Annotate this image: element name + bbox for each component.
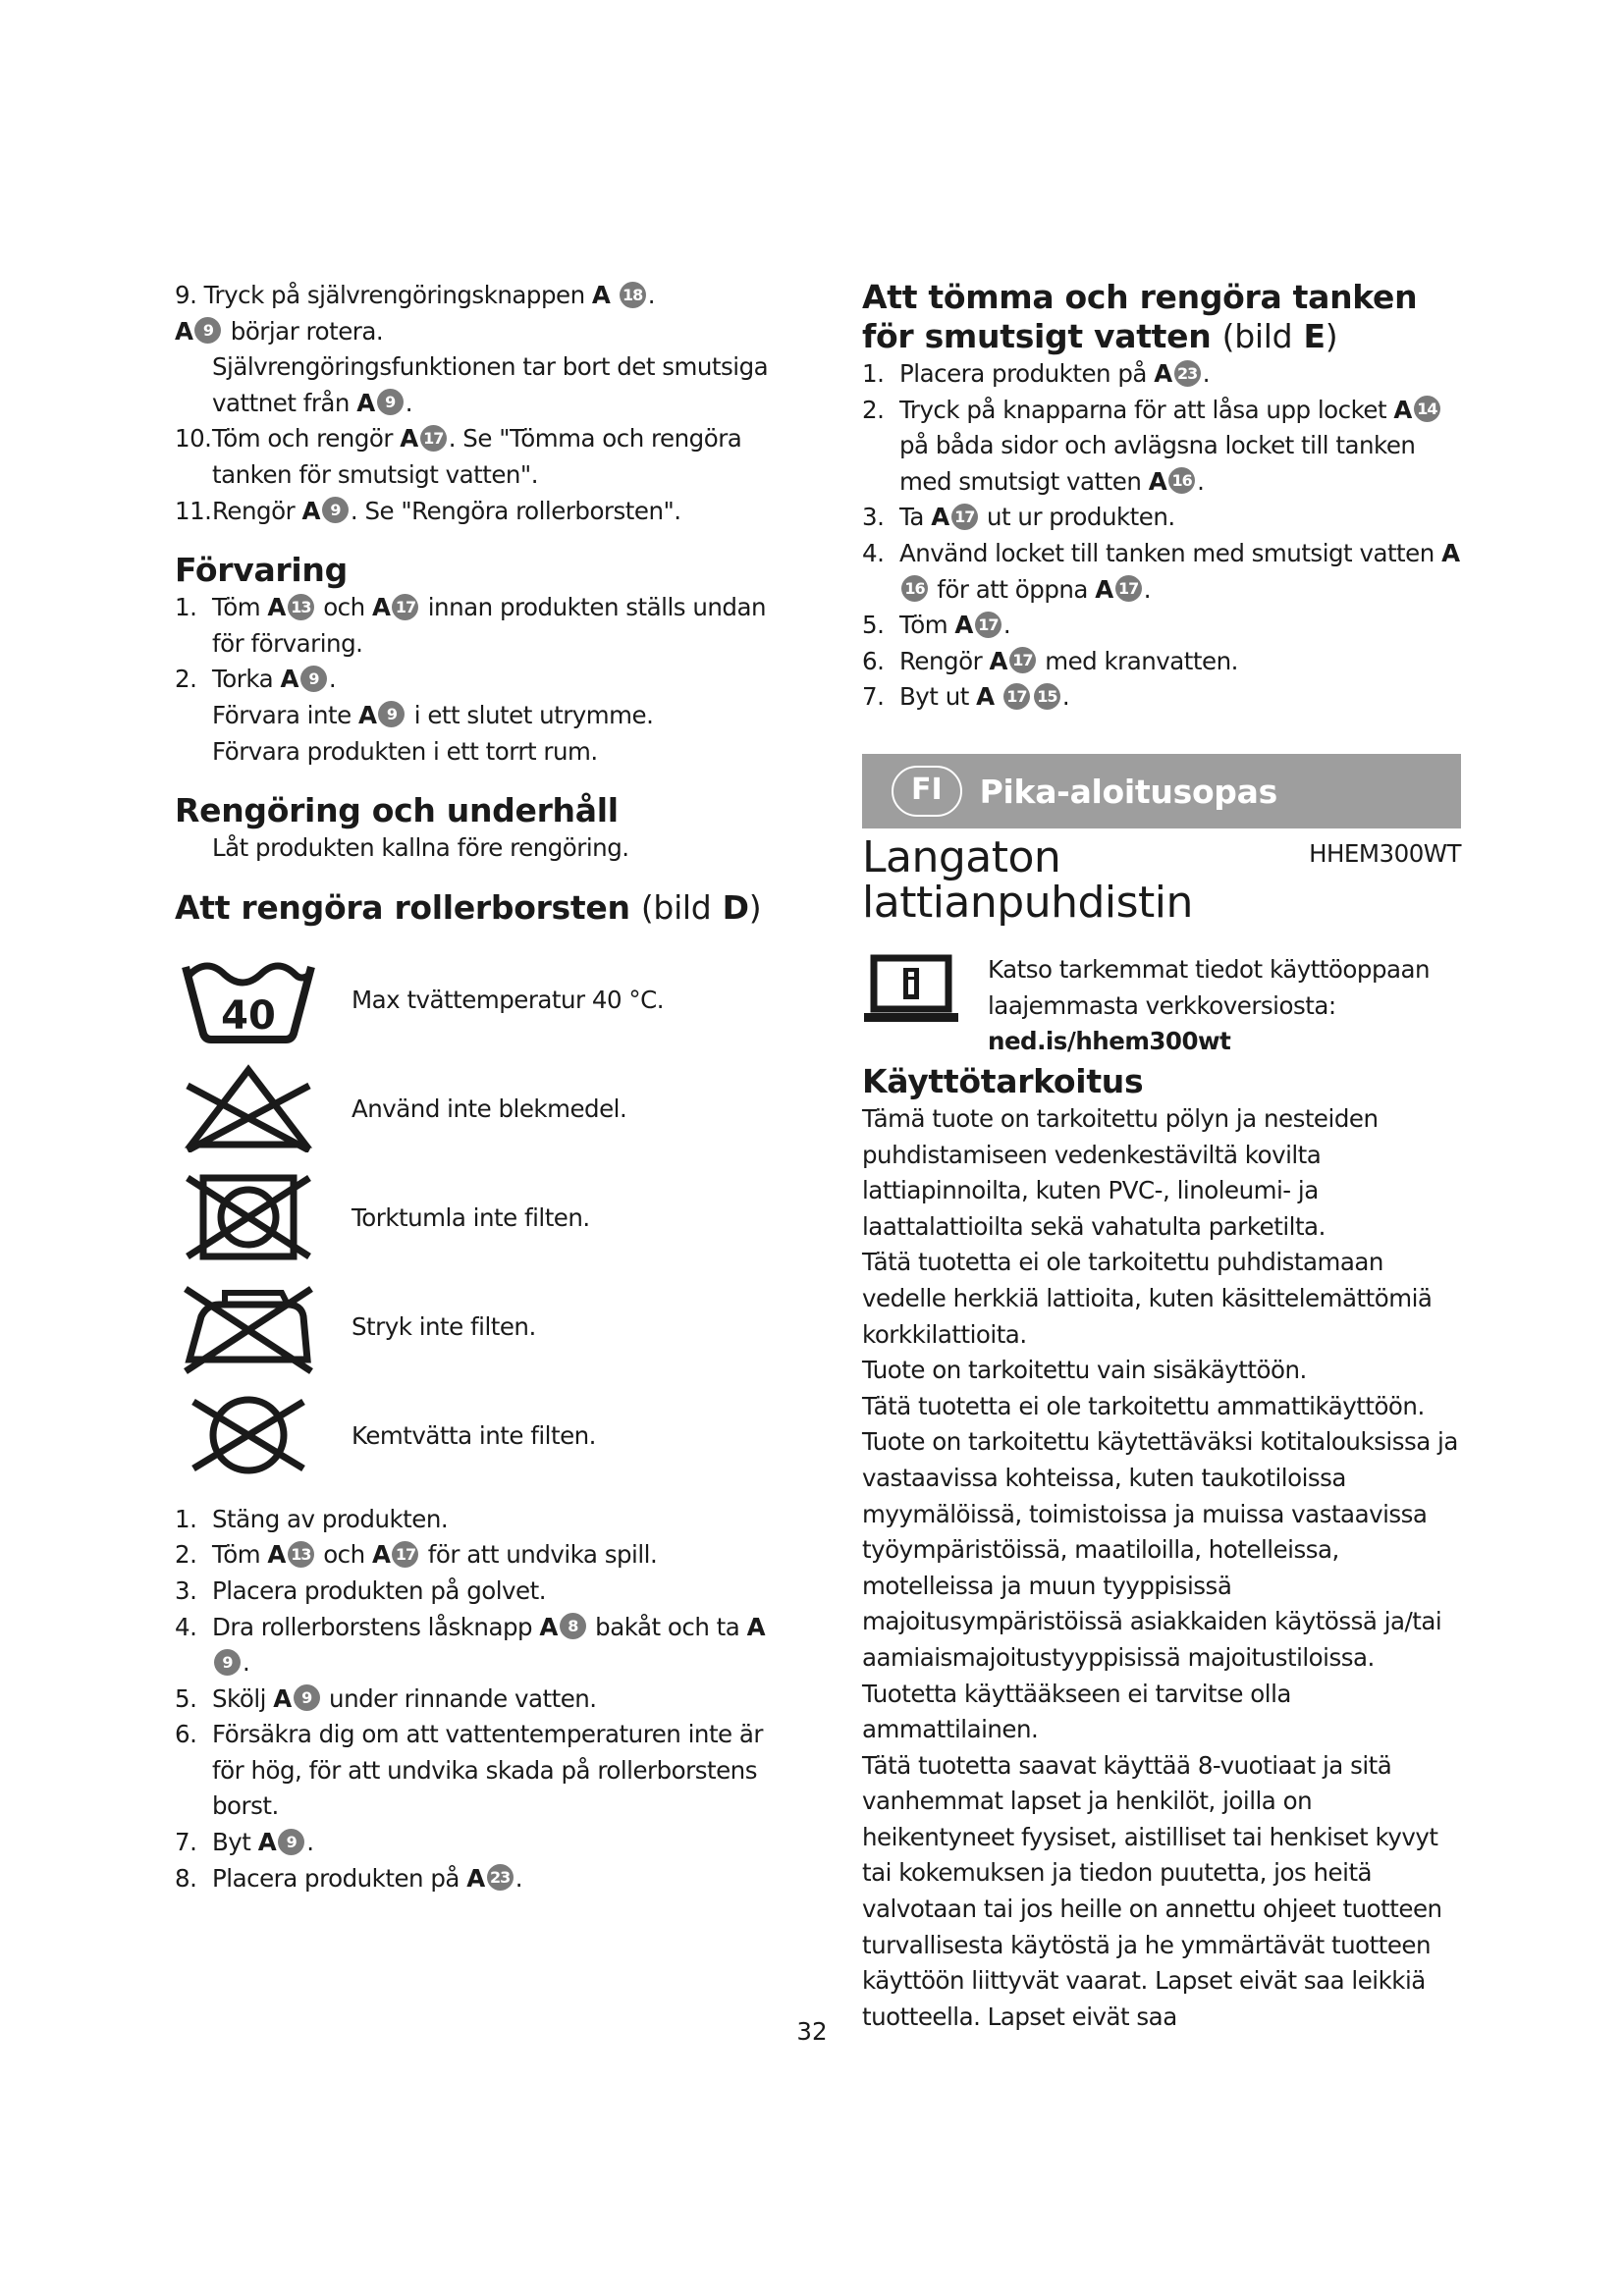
part-badge: 15 (1034, 683, 1060, 710)
part-badge: 9 (377, 389, 404, 415)
step-11: 11. Rengör A 9 . Se "Rengöra rollerborsten". (175, 496, 681, 525)
storage-heading: Förvaring (175, 551, 348, 590)
storage-note-1: Förvara inte A 9 i ett slutet utrymme. (212, 700, 654, 729)
symbol-row (175, 945, 784, 1054)
part-badge: 17 (1003, 683, 1030, 710)
part-badge: 9 (378, 701, 405, 727)
usage-paragraph: Tätä tuotetta saavat käyttää 8-vuotiaat ja sitä vanhemmat lapset ja henkilöt, joilla on heikentyneet fyysiset, aistilliset tai henkiset kyvyt tai kokemuksen ja tiedon puutetta, jos heitä valvotaan tai jos heille on annettu ohjeet tuotteen turvallisesta käytöstä ja he ymmärtävät tuotteen käyttöön liittyvät vaarat. Lapset eivät saa leikkiä tuotteella. Lapset eivät saa (862, 1750, 1442, 2031)
tank-step: 7. Byt ut A 17 15 . (862, 682, 1070, 712)
tank-step: 4. Använd locket till tanken med smutsigt vatten A16 för att öppna A 17 . (862, 538, 1460, 604)
brush-step: 2. Töm A 13 och A 17 för att undvika spill. (175, 1540, 658, 1570)
brush-steps (175, 1502, 784, 1897)
step-10: 10. Töm och rengör A 17 . Se "Tömma och rengöra tanken för smutsigt vatten". (175, 424, 742, 489)
symbol-text: Kemtvätta inte filten. (352, 1420, 596, 1450)
brush-step: 5. Skölj A 9 under rinnande vatten. (175, 1683, 597, 1713)
tank-step: 5. Töm A 17 . (862, 611, 1011, 640)
brush-step: 8. Placera produkten på A 23 . (175, 1863, 522, 1893)
left-column (175, 278, 784, 1896)
storage-step-2: 2. Torka A 9 . (175, 665, 337, 694)
info-link[interactable]: ned.is/hhem300wt (988, 1027, 1231, 1056)
maintenance-note: Låt produkten kallna före rengöring. (212, 833, 629, 863)
part-badge: 16 (901, 575, 928, 602)
tank-heading: Att tömma och rengöra tanken för smutsigt vatten (bild E) (862, 278, 1418, 355)
symbol-text: Använd inte blekmedel. (352, 1094, 627, 1123)
step-9: 9. Tryck på självrengöringsknappen A 18 . (175, 281, 655, 309)
brush-step: 1. Stäng av produkten. (175, 1504, 449, 1533)
tank-step: 6. Rengör A 17 med kranvatten. (862, 646, 1238, 675)
wash-temperature-label: 40 (221, 993, 276, 1040)
part-badge: 9 (194, 317, 221, 344)
symbol-row (175, 1163, 784, 1272)
language-code: FI (892, 766, 962, 817)
symbol-row (175, 1381, 784, 1490)
page-number: 32 (796, 2017, 828, 2046)
tank-step: 3. Ta A 17 ut ur produkten. (862, 503, 1175, 532)
product-title: Langaton lattianpuhdistin (862, 832, 1193, 928)
part-badge: 17 (392, 1541, 418, 1568)
brush-heading: Att rengöra rollerborsten (bild D) (175, 887, 762, 927)
usage-paragraph: Tuote on tarkoitettu käytettäväksi kotitalouksissa ja vastaavissa kohteissa, kuten taukotiloissa myymälöissä, toimistoissa ja muissa vastaavissa työympäristöissä, maatiloilla, hotelleissa, motelleissa ja muun tyyppisissä majoitusympäristöissä asiakkaiden käytössä ja/tai aamiaismajoitustyyppisissä majoitustiloissa. Tuotetta käyttääkseen ei tarvitse olla ammattilainen. (862, 1427, 1458, 1744)
brush-step: 4. Dra rollerborstens låsknapp A 8 bakåt och ta A9 . (175, 1612, 766, 1678)
wash-40-icon (175, 950, 322, 1048)
part-badge: 14 (1414, 396, 1440, 422)
usage-paragraph: Tuote on tarkoitettu vain sisäkäyttöön. (862, 1356, 1307, 1385)
usage-paragraph: Tätä tuotetta ei ole tarkoitettu puhdistamaan vedelle herkkiä lattioita, kuten käsittelemättömiä korkkilattioita. (862, 1248, 1433, 1349)
right-column (862, 278, 1461, 716)
part-badge: 17 (1009, 647, 1036, 673)
no-bleach-icon (175, 1059, 322, 1157)
banner-title: Pika-aloitusopas (979, 772, 1277, 811)
symbol-text: Torktumla inte filten. (352, 1202, 590, 1232)
usage-heading: Käyttötarkoitus (862, 1062, 1144, 1100)
part-badge: 9 (294, 1684, 320, 1711)
no-dry-clean-icon (175, 1386, 322, 1484)
language-banner (862, 754, 1461, 828)
storage-note-2: Förvara produkten i ett torrt rum. (212, 736, 598, 766)
symbol-text: Max tvättemperatur 40 °C. (352, 985, 665, 1014)
part-badge: 9 (300, 666, 327, 692)
part-badge: 17 (420, 425, 447, 452)
part-badge: 13 (288, 1541, 314, 1568)
part-badge: 8 (560, 1613, 586, 1639)
brush-step: 3. Placera produkten på golvet. (175, 1575, 547, 1605)
part-badge: 9 (278, 1829, 304, 1855)
tank-step: 1. Placera produkten på A 23 . (862, 359, 1210, 388)
info-text: Katso tarkemmat tiedot käyttöoppaan laajemmasta verkkoversiosta: (988, 955, 1431, 1020)
part-badge: 9 (214, 1649, 241, 1676)
part-badge: 18 (620, 282, 646, 308)
maintenance-heading: Rengöring och underhåll (175, 791, 619, 830)
no-tumble-dry-icon (175, 1168, 322, 1266)
brush-step: 7. Byt A 9 . (175, 1828, 314, 1857)
part-badge: 17 (1115, 575, 1142, 602)
symbol-text: Stryk inte filten. (352, 1311, 536, 1341)
care-symbols (175, 945, 784, 1490)
laptop-info-icon (862, 952, 970, 1031)
usage-paragraph: Tämä tuote on tarkoitettu pölyn ja nesteiden puhdistamiseen vedenkestäviltä kovilta lattiapinnoilta, kuten PVC-, linoleumi- ja laattalattioilta sekä vahatulta parketilta. (862, 1104, 1379, 1241)
part-badge: 23 (487, 1864, 514, 1891)
no-iron-icon (175, 1277, 322, 1375)
brush-step: 6. Försäkra dig om att vattentemperaturen inte är för hög, för att undvika skada på rollerborstens borst. (175, 1720, 764, 1821)
symbol-row (175, 1054, 784, 1163)
usage-paragraph: Tätä tuotetta ei ole tarkoitettu ammattikäyttöön. (862, 1391, 1425, 1420)
storage-step-1: 1. Töm A 13 och A 17 innan produkten ställs undan för förvaring. (175, 593, 766, 658)
online-manual-info (862, 952, 1461, 1060)
model-number: HHEM300WT (1309, 839, 1461, 868)
usage-section (862, 1062, 1461, 2035)
tank-step: 2. Tryck på knapparna för att låsa upp locket A 14 på båda sidor och avlägsna locket till tanken med smutsigt vatten A 16 . (862, 393, 1461, 501)
part-badge: 17 (975, 612, 1001, 638)
part-badge: 17 (392, 594, 418, 620)
selfclean-note: Självrengöringsfunktionen tar bort det smutsiga vattnet från A 9 . (212, 352, 769, 417)
symbol-row (175, 1272, 784, 1381)
part-badge: 17 (951, 504, 978, 530)
part-badge: 16 (1168, 467, 1195, 494)
part-badge: 9 (322, 497, 349, 523)
part-badge: 23 (1174, 360, 1201, 387)
rotate-line: A 9 börjar rotera. (175, 316, 384, 346)
part-badge: 13 (288, 594, 314, 620)
